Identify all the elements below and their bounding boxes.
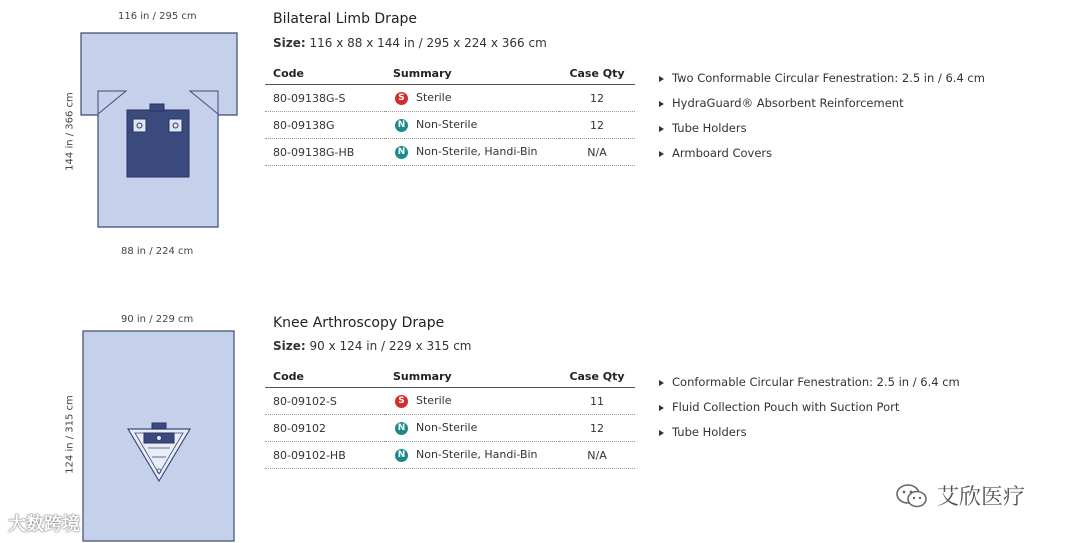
watermark-left	[8, 510, 80, 536]
header-summary: Summary	[385, 365, 559, 388]
product-size	[273, 339, 472, 353]
row-qty: 12	[559, 85, 635, 112]
fenestration-right	[169, 119, 182, 132]
non-sterile-badge-icon: N	[395, 119, 408, 132]
row-summary: N Non-Sterile, Handi-Bin	[385, 442, 559, 469]
product-title: Knee Arthroscopy Drape	[273, 315, 445, 331]
table-header-row	[265, 62, 635, 85]
header-summary: Summary	[385, 62, 559, 85]
row-code: 80-09138G	[265, 112, 385, 139]
table-header-row	[265, 365, 635, 388]
feature-item: Fluid Collection Pouch with Suction Port	[658, 395, 960, 420]
row-summary: N Non-Sterile, Handi-Bin	[385, 139, 559, 166]
watermark-right-text: 艾欣医疗	[937, 485, 1026, 510]
row-code: 80-09102-S	[265, 388, 385, 415]
non-sterile-badge-icon: N	[395, 449, 408, 462]
drape-height-label: 124 in / 315 cm	[64, 395, 76, 474]
table-row	[265, 85, 635, 112]
row-code: 80-09102-HB	[265, 442, 385, 469]
drape-width-label: 116 in / 295 cm	[118, 11, 197, 22]
table-row	[265, 388, 635, 415]
row-summary: N Non-Sterile	[385, 415, 559, 442]
non-sterile-badge-icon: N	[395, 146, 408, 159]
bilateral-limb-drape-diagram	[80, 32, 238, 229]
row-summary: S Sterile	[385, 388, 559, 415]
header-code: Code	[265, 62, 385, 85]
header-case-qty: Case Qty	[559, 365, 635, 388]
row-qty: 12	[559, 112, 635, 139]
non-sterile-badge-icon: N	[395, 422, 408, 435]
row-summary: N Non-Sterile	[385, 112, 559, 139]
row-qty: 12	[559, 415, 635, 442]
drape-bottom-label: 88 in / 224 cm	[121, 246, 194, 257]
table-row	[265, 112, 635, 139]
feature-item: Two Conformable Circular Fenestration: 2.5 in / 6.4 cm	[658, 66, 985, 91]
size-label: Size:	[273, 36, 306, 50]
header-case-qty: Case Qty	[559, 62, 635, 85]
drape-height-label: 144 in / 366 cm	[64, 92, 76, 171]
row-qty: N/A	[559, 139, 635, 166]
tube-holder	[150, 104, 164, 111]
row-summary: S Sterile	[385, 85, 559, 112]
product-size	[273, 36, 547, 50]
row-code: 80-09138G-S	[265, 85, 385, 112]
watermark-right	[895, 480, 1025, 511]
table-row	[265, 415, 635, 442]
header-code: Code	[265, 365, 385, 388]
size-label: Size:	[273, 339, 306, 353]
knee-arthroscopy-drape-diagram	[82, 330, 236, 542]
feature-item: HydraGuard® Absorbent Reinforcement	[658, 91, 985, 116]
product-code-table	[265, 365, 635, 469]
sterile-badge-icon: S	[395, 395, 408, 408]
fenestration-circle	[157, 436, 162, 441]
product-code-table	[265, 62, 635, 166]
feature-item: Tube Holders	[658, 116, 985, 141]
feature-item: Armboard Covers	[658, 141, 985, 166]
table-row	[265, 442, 635, 469]
wechat-icon	[895, 483, 929, 509]
feature-list	[658, 66, 985, 166]
row-qty: 11	[559, 388, 635, 415]
row-code: 80-09138G-HB	[265, 139, 385, 166]
feature-item: Tube Holders	[658, 420, 960, 445]
size-value: 116 x 88 x 144 in / 295 x 224 x 366 cm	[309, 36, 547, 50]
product-title: Bilateral Limb Drape	[273, 11, 418, 27]
drape-width-label: 90 in / 229 cm	[121, 314, 194, 325]
feature-list	[658, 370, 960, 445]
tube-holder	[152, 423, 166, 429]
watermark-left-text: 大数跨境	[8, 514, 80, 535]
row-qty: N/A	[559, 442, 635, 469]
fenestration-left	[133, 119, 146, 132]
table-row	[265, 139, 635, 166]
feature-item: Conformable Circular Fenestration: 2.5 in / 6.4 cm	[658, 370, 960, 395]
sterile-badge-icon: S	[395, 92, 408, 105]
size-value: 90 x 124 in / 229 x 315 cm	[309, 339, 472, 353]
row-code: 80-09102	[265, 415, 385, 442]
